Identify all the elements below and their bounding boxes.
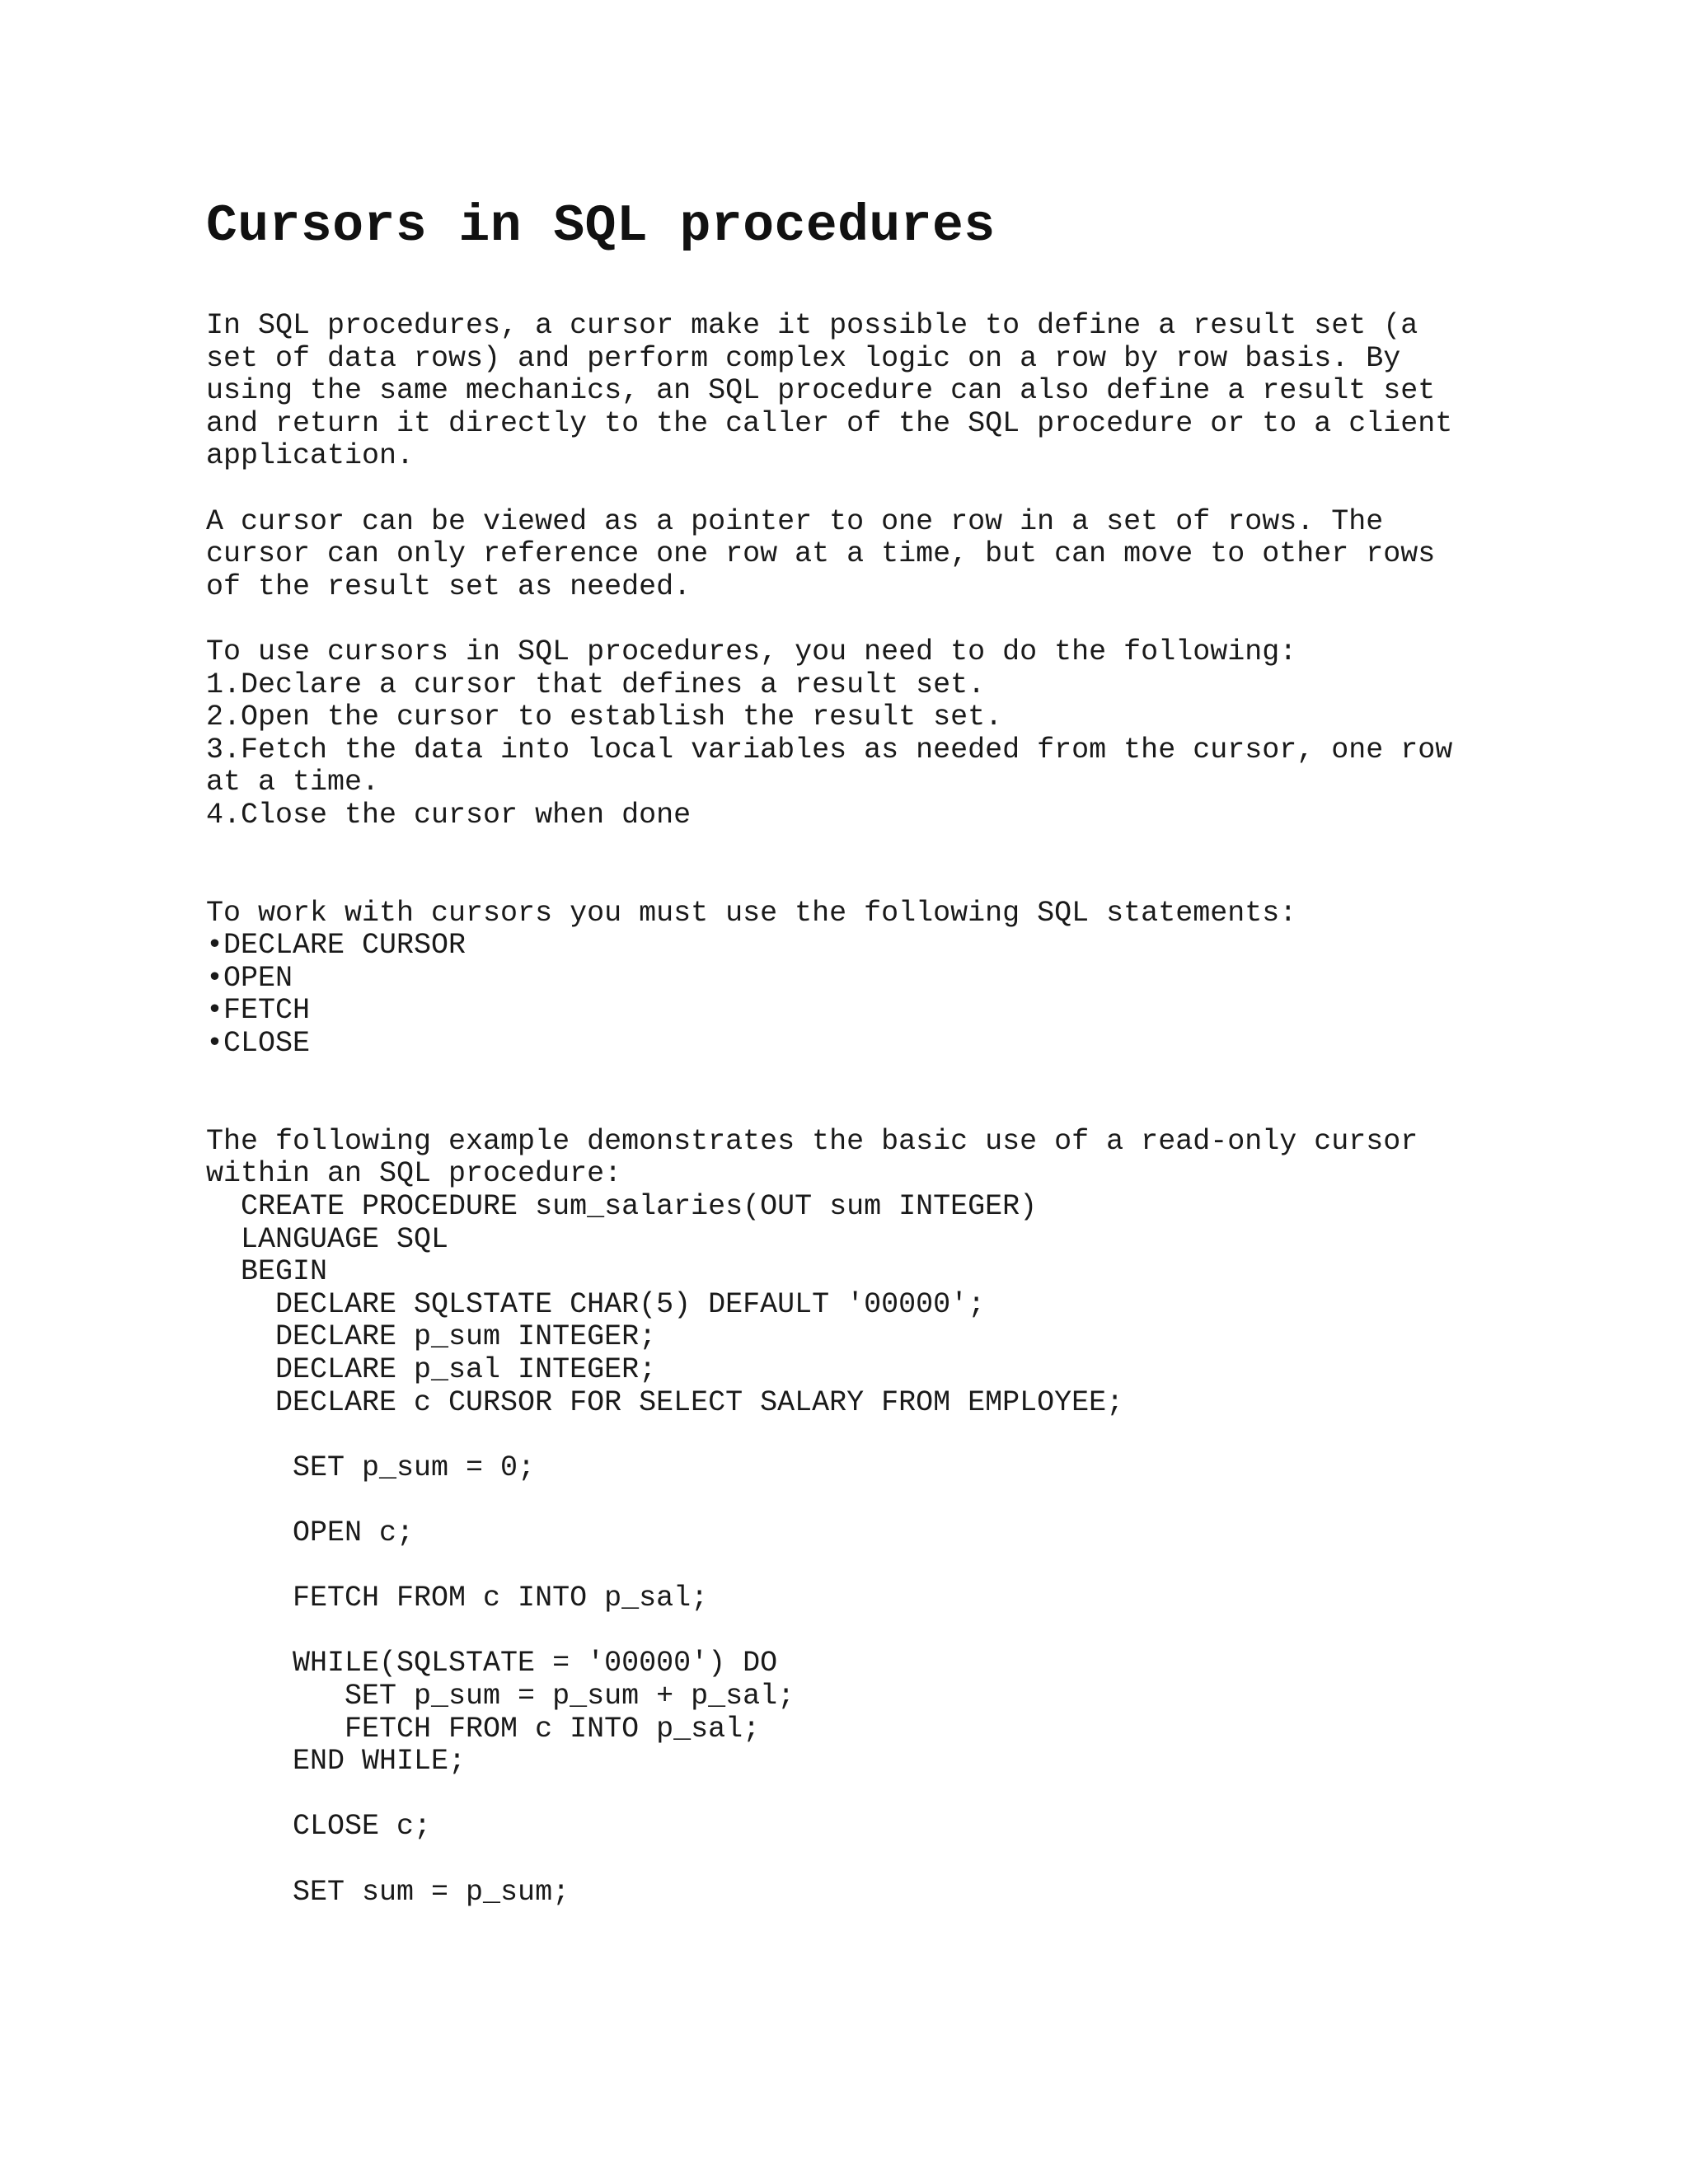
text-line: CREATE PROCEDURE sum_salaries(OUT sum INTEGER) [206, 1190, 1038, 1224]
text-line: 4.Close the cursor when done [206, 798, 692, 832]
text-line: DECLARE c CURSOR FOR SELECT SALARY FROM EMPLOYEE; [206, 1385, 1124, 1419]
blank-line [206, 1779, 1525, 1811]
text-line: LANGUAGE SQL [206, 1222, 449, 1256]
blank-line [206, 865, 1525, 898]
blank-line [206, 1484, 1525, 1517]
blank-line [206, 1093, 1525, 1126]
text-line: within an SQL procedure: [206, 1157, 622, 1191]
document-page [206, 190, 1525, 1909]
page-title: Cursors in SQL procedures [206, 197, 996, 255]
title-gap [206, 264, 1525, 310]
text-line: To use cursors in SQL procedures, you need to do the following: [206, 635, 1297, 668]
blank-line [206, 1061, 1525, 1094]
text-line: SET p_sum = 0; [206, 1451, 536, 1484]
text-line: FETCH FROM c INTO p_sal; [206, 1712, 761, 1746]
text-line: •OPEN [206, 961, 293, 995]
text-line: END WHILE; [206, 1745, 467, 1779]
text-line: of the result set as needed. [206, 569, 692, 603]
text-line: OPEN c; [206, 1516, 415, 1549]
blank-line [206, 1550, 1525, 1583]
text-line: SET p_sum = p_sum + p_sal; [206, 1679, 795, 1713]
text-line: DECLARE p_sum INTEGER; [206, 1320, 657, 1354]
text-line: 2.Open the cursor to establish the result set. [206, 701, 1003, 734]
blank-line [206, 1615, 1525, 1648]
text-line: 3.Fetch the data into local variables as needed from the cursor, one row [206, 733, 1453, 766]
text-line: The following example demonstrates the basic use of a read-only cursor [206, 1124, 1418, 1158]
text-line: In SQL procedures, a cursor make it possible to define a result set (a [206, 309, 1418, 342]
text-line: •FETCH [206, 994, 311, 1028]
text-line: and return it directly to the caller of the SQL procedure or to a client [206, 406, 1453, 440]
text-line: FETCH FROM c INTO p_sal; [206, 1582, 709, 1615]
text-line: BEGIN [206, 1255, 328, 1289]
text-line: using the same mechanics, an SQL procedure can also define a result set [206, 374, 1436, 408]
text-line: at a time. [206, 766, 380, 799]
text-line: set of data rows) and perform complex logic on a row by row basis. By [206, 341, 1401, 375]
text-line: application. [206, 439, 415, 473]
text-line: WHILE(SQLSTATE = '00000') DO [206, 1647, 778, 1680]
blank-line [206, 1844, 1525, 1877]
blank-line [206, 473, 1525, 506]
text-line: A cursor can be viewed as a pointer to one row in a set of rows. The [206, 504, 1384, 538]
text-line: CLOSE c; [206, 1810, 432, 1844]
text-line: 1.Declare a cursor that defines a result set. [206, 668, 986, 701]
text-line: SET sum = p_sum; [206, 1875, 570, 1909]
text-line: •CLOSE [206, 1027, 311, 1061]
text-line: cursor can only reference one row at a time, but can move to other rows [206, 537, 1436, 571]
text-line: DECLARE p_sal INTEGER; [206, 1353, 657, 1386]
document-body [206, 310, 1525, 1909]
text-line: •DECLARE CURSOR [206, 929, 467, 963]
text-line: To work with cursors you must use the following SQL statements: [206, 896, 1297, 930]
text-line: DECLARE SQLSTATE CHAR(5) DEFAULT '00000'; [206, 1287, 986, 1321]
blank-line [206, 1419, 1525, 1452]
blank-line [206, 603, 1525, 636]
blank-line [206, 832, 1525, 865]
